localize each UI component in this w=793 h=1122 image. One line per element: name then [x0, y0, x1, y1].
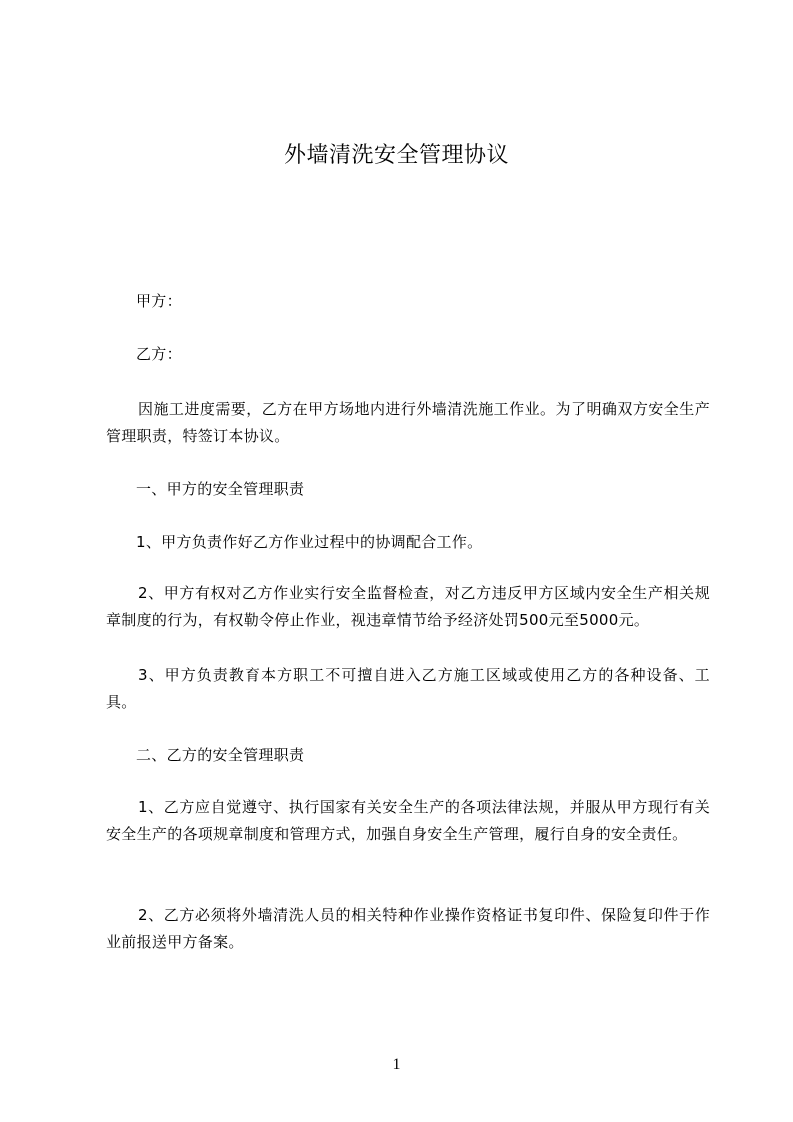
- section-1-item-2: 2、甲方有权对乙方作业实行安全监督检查，对乙方违反甲方区域内安全生产相关规章制度的行为，有权勒令停止作业，视违章情节给予经济处罚500元至5000元。: [106, 584, 710, 629]
- section-1-item-1: 1、甲方负责作好乙方作业过程中的协调配合工作。: [136, 533, 483, 551]
- section-1-heading: 一、甲方的安全管理职责: [136, 480, 305, 498]
- section-2-item-2: 2、乙方必须将外墙清洗人员的相关特种作业操作资格证书复印件、保险复印件于作业前报送甲方备案。: [106, 906, 710, 951]
- page-number: 1: [392, 1056, 401, 1073]
- section-2-heading: 二、乙方的安全管理职责: [136, 746, 305, 764]
- section-1-item-3: 3、甲方负责教育本方职工不可擅自进入乙方施工区域或使用乙方的各种设备、工具。: [106, 666, 710, 711]
- party-b-line: 乙方：: [136, 345, 182, 363]
- intro-paragraph: 因施工进度需要，乙方在甲方场地内进行外墙清洗施工作业。为了明确双方安全生产管理职责，特签订本协议。: [106, 400, 710, 445]
- section-2-item-1: 1、乙方应自觉遵守、执行国家有关安全生产的各项法律法规，并服从甲方现行有关安全生产的各项规章制度和管理方式，加强自身安全生产管理，履行自身的安全责任。: [106, 798, 710, 843]
- document-title: 外墙清洗安全管理协议: [283, 143, 509, 168]
- party-a-line: 甲方：: [136, 292, 182, 310]
